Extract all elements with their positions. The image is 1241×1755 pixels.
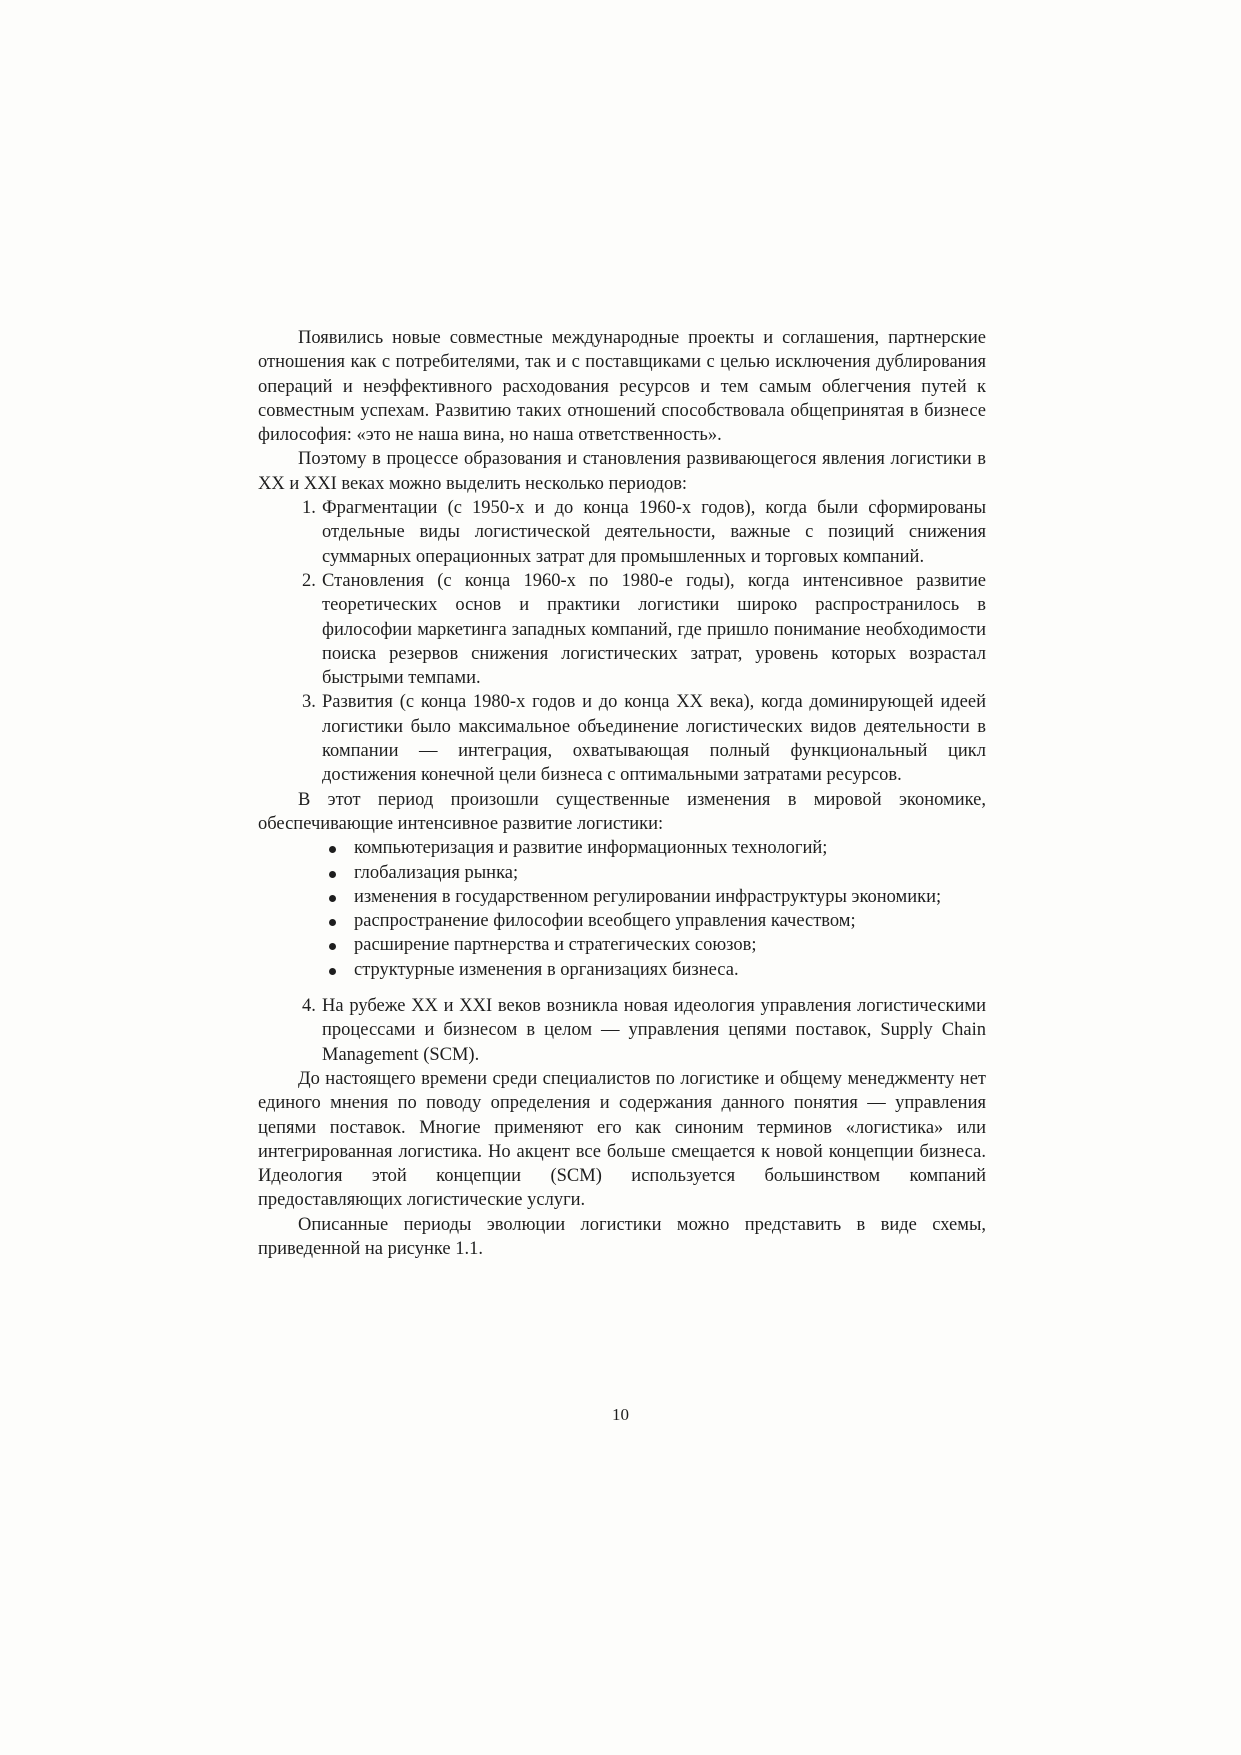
period-item (258, 690, 986, 787)
period-text: Фрагментации (с 1950-х и до конца 1960-х годов), когда были сформированы отдельные виды логистической деятельности, важные с позиций снижения суммарных операционных затрат для промышленных и торговых компаний. (322, 498, 986, 567)
change-text: структурные изменения в организациях бизнеса. (354, 959, 739, 980)
change-text: компьютеризация и развитие информационных технологий; (354, 838, 828, 859)
period-text: Развития (с конца 1980-х годов и до конца XX века), когда доминирующей идеей логистики было максимальное объединение логистических видов деятельности в компании — интеграция, охватывающая полный функциональный цикл достижения конечной цели бизнеса с оптимальными затратами ресурсов. (322, 692, 986, 786)
page-number: 10 (612, 1405, 629, 1424)
paragraph-periods-intro: Поэтому в процессе образования и становления развивающегося явления логистики в XX и XXI веках можно выделить несколько периодов: (258, 449, 986, 494)
period-item (258, 496, 986, 569)
bullet-icon (329, 919, 336, 926)
bullet-icon (329, 846, 336, 853)
change-item (258, 861, 986, 885)
paragraph-scm-definition: До настоящего времени среди специалистов по логистике и общему менеджменту нет единого мнения по поводу определения и содержания данного понятия — управления цепями поставок. Многие применяют его как синоним терминов «логистика» или интегрированная логистика. Но акцент все больше смещается к новой концепции бизнеса. Идеология этой концепции (SCM) используется большинством компаний предоставляющих логистические услуги. (258, 1068, 986, 1211)
period-four-list (258, 994, 986, 1067)
period-number: 4. (302, 996, 316, 1017)
period-text: На рубеже XX и XXI веков возникла новая идеология управления логистическими процессами и бизнесом в целом — управления цепями поставок, Supply Chain Management (SCM). (322, 996, 986, 1065)
change-item (258, 909, 986, 933)
spacer (258, 982, 986, 994)
bullet-icon (329, 895, 336, 902)
change-text: распространение философии всеобщего управления качеством; (354, 911, 856, 932)
change-item (258, 958, 986, 982)
change-text: изменения в государственном регулировании инфраструктуры экономики; (354, 886, 942, 907)
changes-list (258, 836, 986, 982)
period-number: 3. (302, 692, 316, 713)
paragraph-partnerships: Появились новые совместные международные проекты и соглашения, партнерские отношения как с потребителями, так и с поставщиками с целью исключения дублирования операций и неэффективного расходования ресурсов и тем самым облегчения путей к совместным успехам. Развитию таких отношений способствовала общепринятая в бизнесе философия: «это не наша вина, но наша ответственность». (258, 328, 986, 446)
period-text: Становления (с конца 1960-х по 1980-е годы), когда интенсивное развитие теоретических основ и практики логистики широко распространилось в философии маркетинга западных компаний, где пришло понимание необходимости поиска резервов снижения логистических затрат, уровень которых возрастал быстрыми темпами. (322, 570, 986, 689)
change-item (258, 836, 986, 860)
change-item (258, 933, 986, 957)
period-number: 1. (302, 498, 316, 519)
paragraph-economy-changes: В этот период произошли существенные изменения в мировой экономике, обеспечивающие интенсивное развитие логистики: (258, 789, 986, 834)
change-text: расширение партнерства и стратегических союзов; (354, 935, 757, 956)
bullet-icon (329, 968, 336, 975)
paragraph-figure-reference: Описанные периоды эволюции логистики можно представить в виде схемы, приведенной на рисунке 1.1. (258, 1214, 986, 1259)
bullet-icon (329, 943, 336, 950)
change-text: глобализация рынка; (354, 862, 519, 883)
bullet-icon (329, 871, 336, 878)
period-item (258, 994, 986, 1067)
period-number: 2. (302, 570, 316, 591)
periods-list (258, 496, 986, 788)
change-item (258, 885, 986, 909)
period-item (258, 569, 986, 690)
page-body (258, 326, 986, 1261)
